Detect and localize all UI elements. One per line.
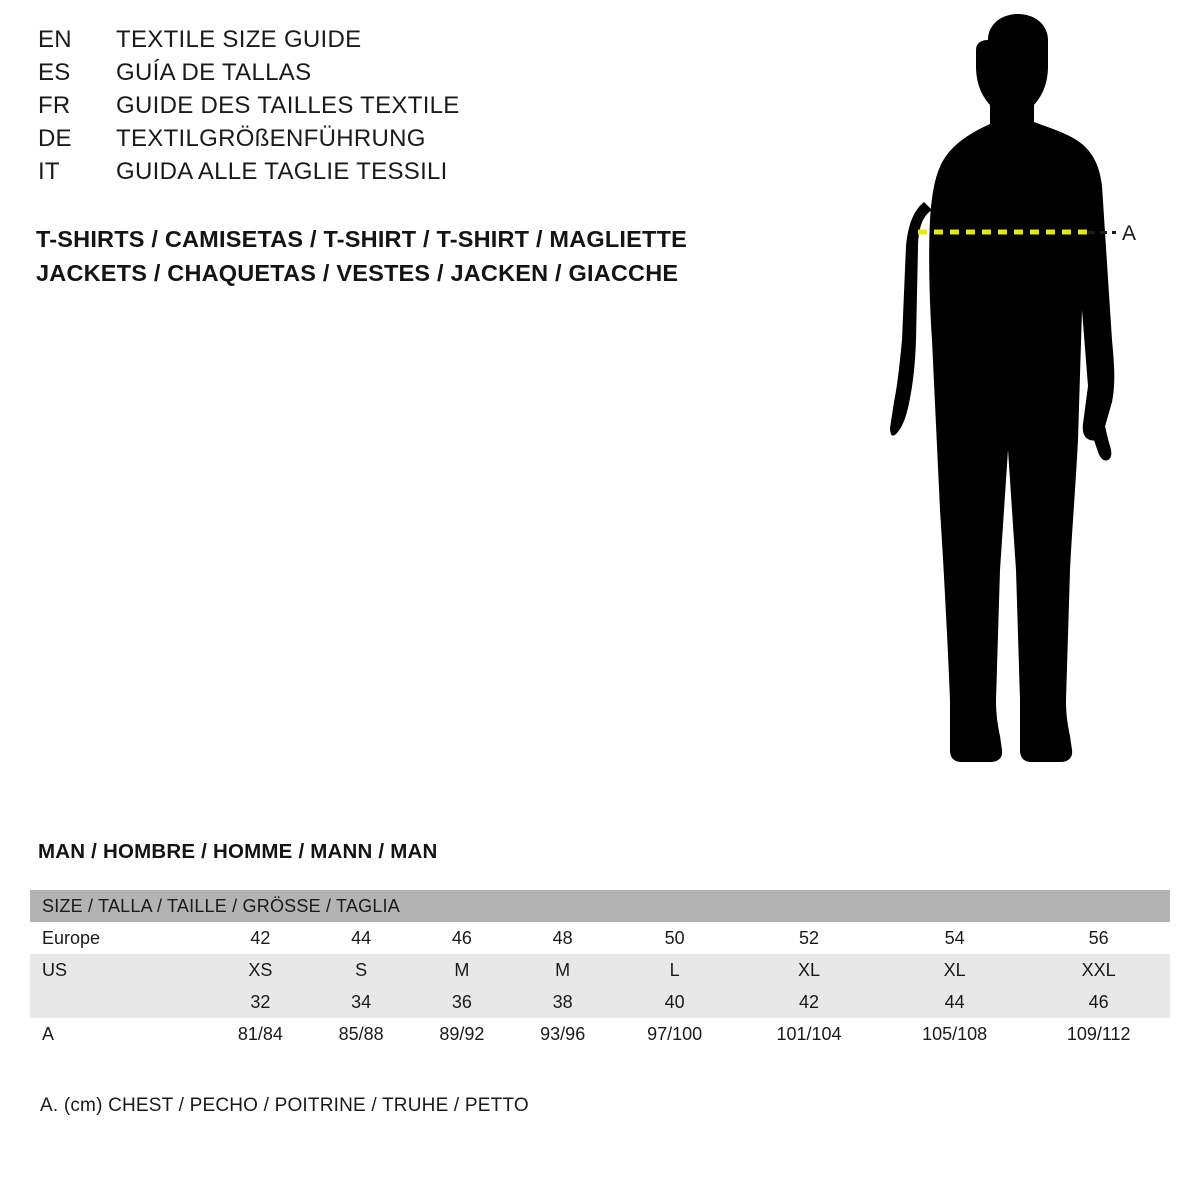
table-row [30,922,1170,954]
body-silhouette-figure [820,10,1180,800]
table-cell: 109/112 [1027,1018,1170,1050]
table-cell: L [613,954,736,986]
language-title: TEXTILGRÖßENFÜHRUNG [116,125,426,152]
garment-category-block [36,222,687,290]
table-cell: 48 [512,922,613,954]
table-cell: 44 [882,986,1028,1018]
table-cell: 54 [882,922,1028,954]
table-cell: XL [736,954,882,986]
language-title: GUIDE DES TAILLES TEXTILE [116,92,460,119]
language-title: GUIDA ALLE TAGLIE TESSILI [116,158,448,185]
table-row [30,954,1170,986]
table-cell: 93/96 [512,1018,613,1050]
table-cell: 42 [736,986,882,1018]
language-code: ES [38,59,71,86]
language-title-block [38,26,738,191]
table-cell: XXL [1027,954,1170,986]
table-cell: XL [882,954,1028,986]
measure-leader-line [1088,231,1116,234]
table-cell: 32 [210,986,311,1018]
table-cell: 44 [311,922,412,954]
table-cell: 101/104 [736,1018,882,1050]
category-line-jackets: JACKETS / CHAQUETAS / VESTES / JACKEN / GIACCHE [36,260,679,286]
language-row [38,26,738,59]
measure-label-a: A [1122,222,1137,245]
table-row [30,1018,1170,1050]
table-cell: M [412,954,513,986]
table-cell: S [311,954,412,986]
table-cell: 46 [412,922,513,954]
row-label: Europe [30,922,210,954]
row-label: US [30,954,210,986]
silhouette-shape [890,14,1114,762]
table-row [30,986,1170,1018]
table-cell: 97/100 [613,1018,736,1050]
table-cell: 85/88 [311,1018,412,1050]
language-row [38,158,738,191]
language-title: TEXTILE SIZE GUIDE [116,26,362,53]
table-cell: 105/108 [882,1018,1028,1050]
table-cell: 52 [736,922,882,954]
table-cell: 36 [412,986,513,1018]
table-header-label: SIZE / TALLA / TAILLE / GRÖSSE / TAGLIA [30,890,1170,922]
table-cell: 50 [613,922,736,954]
language-row [38,125,738,158]
table-cell: 34 [311,986,412,1018]
language-title: GUÍA DE TALLAS [116,59,312,86]
language-code: DE [38,125,72,152]
category-line-tshirts: T-SHIRTS / CAMISETAS / T-SHIRT / T-SHIRT / MAGLIETTE [36,226,687,252]
table-cell: M [512,954,613,986]
size-table [30,890,1170,1050]
row-label: A [30,1018,210,1050]
table-cell: XS [210,954,311,986]
table-cell: 46 [1027,986,1170,1018]
row-label [30,986,210,1018]
table-cell: 38 [512,986,613,1018]
table-cell: 81/84 [210,1018,311,1050]
table-cell: 40 [613,986,736,1018]
table-cell: 89/92 [412,1018,513,1050]
language-code: FR [38,92,71,119]
language-row [38,59,738,92]
language-code: IT [38,158,60,185]
table-footnote: A. (cm) CHEST / PECHO / POITRINE / TRUHE / PETTO [40,1095,529,1116]
language-row [38,92,738,125]
table-cell: 42 [210,922,311,954]
table-header-row [30,890,1170,922]
table-cell: 56 [1027,922,1170,954]
language-code: EN [38,26,72,53]
table-section-title: MAN / HOMBRE / HOMME / MANN / MAN [38,840,438,863]
